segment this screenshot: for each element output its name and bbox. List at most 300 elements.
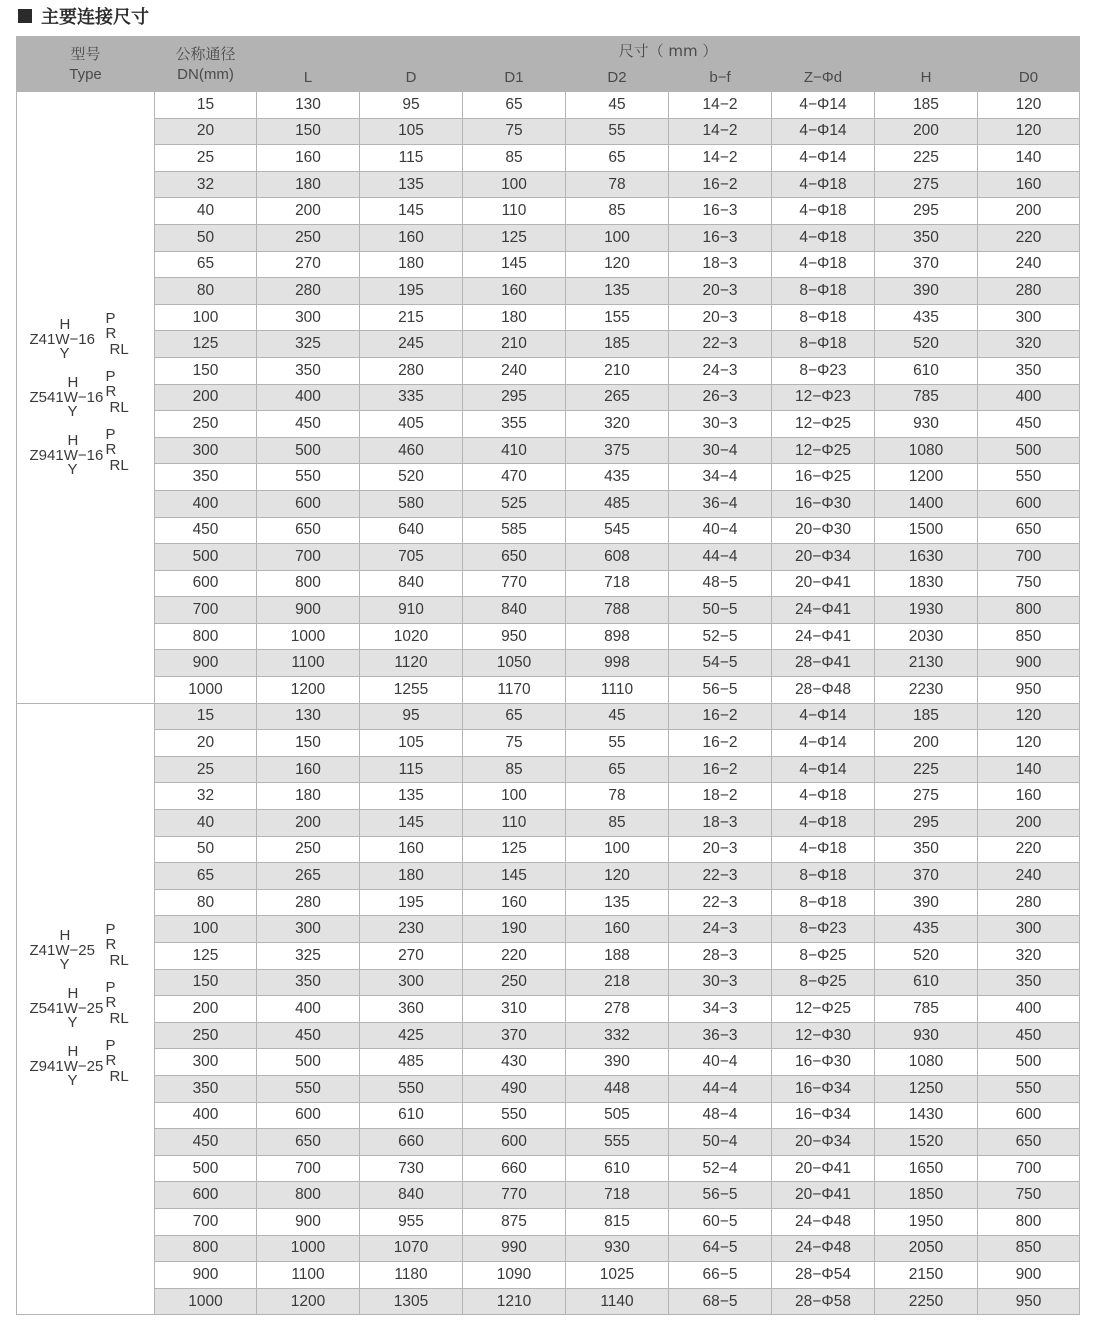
- table-cell: 150: [257, 118, 360, 145]
- table-cell: 840: [463, 597, 566, 624]
- table-cell: 4−Φ18: [772, 198, 875, 225]
- table-cell: 1000: [257, 1235, 360, 1262]
- table-cell: 200: [978, 198, 1080, 225]
- table-cell: 200: [875, 730, 978, 757]
- table-row: [17, 756, 1080, 783]
- table-cell: 200: [257, 810, 360, 837]
- table-cell: 450: [978, 1022, 1080, 1049]
- table-row: [17, 969, 1080, 996]
- table-cell: 120: [566, 863, 669, 890]
- table-cell: 44−4: [669, 1075, 772, 1102]
- table-cell: 700: [257, 1155, 360, 1182]
- model-option-rl: RL: [109, 398, 129, 416]
- table-cell: 400: [155, 1102, 257, 1129]
- table-cell: 1950: [875, 1208, 978, 1235]
- table-cell: 1110: [566, 677, 669, 704]
- table-cell: 12−Φ25: [772, 437, 875, 464]
- table-cell: 16−Φ34: [772, 1075, 875, 1102]
- table-cell: 608: [566, 544, 669, 571]
- table-cell: 900: [257, 597, 360, 624]
- table-cell: 14−2: [669, 92, 772, 119]
- table-cell: 1120: [360, 650, 463, 677]
- table-cell: 400: [155, 490, 257, 517]
- table-cell: 24−Φ48: [772, 1235, 875, 1262]
- table-row: [17, 118, 1080, 145]
- table-row: [17, 1129, 1080, 1156]
- table-cell: 8−Φ18: [772, 889, 875, 916]
- column-header-bf: b−f: [669, 64, 772, 92]
- table-row: [17, 1288, 1080, 1315]
- table-cell: 1080: [875, 437, 978, 464]
- table-cell: 275: [875, 783, 978, 810]
- table-cell: 28−Φ41: [772, 650, 875, 677]
- table-cell: 320: [978, 943, 1080, 970]
- model-option-rl: RL: [109, 456, 129, 474]
- table-cell: 500: [257, 1049, 360, 1076]
- table-cell: 52−5: [669, 623, 772, 650]
- table-cell: 370: [463, 1022, 566, 1049]
- table-cell: 75: [463, 730, 566, 757]
- table-cell: 54−5: [669, 650, 772, 677]
- table-cell: 325: [257, 943, 360, 970]
- table-cell: 550: [978, 1075, 1080, 1102]
- table-cell: 280: [978, 278, 1080, 305]
- table-cell: 56−5: [669, 677, 772, 704]
- table-cell: 930: [875, 411, 978, 438]
- table-cell: 1305: [360, 1288, 463, 1315]
- table-cell: 800: [155, 623, 257, 650]
- table-cell: 332: [566, 1022, 669, 1049]
- table-cell: 12−Φ25: [772, 996, 875, 1023]
- table-cell: 750: [978, 1182, 1080, 1209]
- table-cell: 160: [463, 278, 566, 305]
- table-cell: 16−2: [669, 171, 772, 198]
- table-cell: 700: [155, 597, 257, 624]
- table-cell: 950: [463, 623, 566, 650]
- table-row: [17, 544, 1080, 571]
- table-cell: 8−Φ18: [772, 278, 875, 305]
- column-header-l: L: [257, 64, 360, 92]
- table-body: [17, 92, 1080, 1315]
- type-cell-pn25: [17, 703, 155, 1315]
- table-cell: 840: [360, 570, 463, 597]
- table-cell: 180: [257, 171, 360, 198]
- table-cell: 610: [875, 357, 978, 384]
- model-prefix: Z541: [29, 388, 64, 406]
- table-row: [17, 810, 1080, 837]
- table-cell: 1000: [155, 1288, 257, 1315]
- table-cell: 1200: [257, 1288, 360, 1315]
- table-cell: 1650: [875, 1155, 978, 1182]
- table-cell: 600: [155, 1182, 257, 1209]
- table-cell: 140: [978, 756, 1080, 783]
- model-material-lower: Y: [67, 1072, 78, 1090]
- table-cell: 25: [155, 145, 257, 172]
- table-cell: 600: [257, 490, 360, 517]
- table-row: [17, 916, 1080, 943]
- table-row: [17, 1235, 1080, 1262]
- table-cell: 4−Φ14: [772, 118, 875, 145]
- table-cell: 550: [257, 464, 360, 491]
- table-cell: 900: [155, 1262, 257, 1289]
- table-cell: 45: [566, 92, 669, 119]
- dn-header-en: DN(mm): [177, 65, 234, 83]
- table-cell: 16−2: [669, 756, 772, 783]
- section-title-text: 主要连接尺寸: [41, 7, 149, 28]
- model-w: W: [55, 942, 70, 960]
- table-cell: 200: [155, 996, 257, 1023]
- table-cell: 24−Φ41: [772, 623, 875, 650]
- table-cell: 65: [463, 703, 566, 730]
- table-cell: 4−Φ18: [772, 224, 875, 251]
- table-cell: 505: [566, 1102, 669, 1129]
- table-cell: 200: [875, 118, 978, 145]
- table-cell: 78: [566, 783, 669, 810]
- table-cell: 20−Φ34: [772, 1129, 875, 1156]
- table-row: [17, 331, 1080, 358]
- table-cell: 145: [360, 810, 463, 837]
- table-cell: 950: [978, 1288, 1080, 1315]
- model-option-p: P: [105, 979, 116, 997]
- table-cell: 550: [360, 1075, 463, 1102]
- table-cell: 30−3: [669, 969, 772, 996]
- table-row: [17, 517, 1080, 544]
- table-cell: 120: [978, 118, 1080, 145]
- table-cell: 280: [978, 889, 1080, 916]
- model-option-rl: RL: [109, 340, 129, 358]
- table-cell: 30−3: [669, 411, 772, 438]
- table-cell: 200: [257, 198, 360, 225]
- model-material-lower: Y: [67, 402, 78, 420]
- table-cell: 1100: [257, 650, 360, 677]
- table-cell: 295: [463, 384, 566, 411]
- model-option-p: P: [105, 425, 116, 443]
- table-cell: 900: [978, 650, 1080, 677]
- table-cell: 800: [978, 1208, 1080, 1235]
- model-list: [30, 305, 142, 485]
- table-cell: 1050: [463, 650, 566, 677]
- table-cell: 15: [155, 703, 257, 730]
- table-cell: 300: [360, 969, 463, 996]
- table-cell: 500: [978, 1049, 1080, 1076]
- table-cell: 100: [463, 171, 566, 198]
- table-cell: 65: [155, 251, 257, 278]
- table-cell: 185: [875, 92, 978, 119]
- table-cell: 770: [463, 570, 566, 597]
- table-cell: 200: [155, 384, 257, 411]
- table-cell: 350: [257, 969, 360, 996]
- table-cell: 100: [566, 836, 669, 863]
- table-cell: 105: [360, 118, 463, 145]
- table-cell: 785: [875, 996, 978, 1023]
- table-row: [17, 251, 1080, 278]
- table-cell: 215: [360, 304, 463, 331]
- table-cell: 20−Φ30: [772, 517, 875, 544]
- table-cell: 700: [257, 544, 360, 571]
- table-cell: 375: [566, 437, 669, 464]
- table-cell: 220: [978, 836, 1080, 863]
- table-cell: 26−3: [669, 384, 772, 411]
- column-header-h: H: [875, 64, 978, 92]
- table-cell: 650: [978, 517, 1080, 544]
- table-cell: 34−3: [669, 996, 772, 1023]
- table-row: [17, 384, 1080, 411]
- table-cell: 218: [566, 969, 669, 996]
- table-cell: 350: [155, 1075, 257, 1102]
- table-cell: 24−Φ41: [772, 597, 875, 624]
- table-row: [17, 1075, 1080, 1102]
- table-cell: 125: [463, 224, 566, 251]
- table-row: [17, 863, 1080, 890]
- table-cell: 650: [257, 517, 360, 544]
- table-cell: 600: [257, 1102, 360, 1129]
- model-w: W: [63, 446, 78, 464]
- table-cell: 16−Φ30: [772, 490, 875, 517]
- table-cell: 1180: [360, 1262, 463, 1289]
- table-cell: 600: [463, 1129, 566, 1156]
- table-cell: 435: [875, 916, 978, 943]
- model-material-upper: H: [67, 373, 79, 391]
- table-cell: 55: [566, 118, 669, 145]
- table-cell: 160: [360, 836, 463, 863]
- table-cell: 310: [463, 996, 566, 1023]
- table-cell: 770: [463, 1182, 566, 1209]
- table-cell: 930: [875, 1022, 978, 1049]
- table-cell: 390: [875, 278, 978, 305]
- table-cell: 300: [155, 1049, 257, 1076]
- model-prefix: Z41: [29, 330, 56, 348]
- table-cell: 20−Φ41: [772, 1155, 875, 1182]
- table-cell: 550: [978, 464, 1080, 491]
- model-material-upper: H: [67, 431, 79, 449]
- table-cell: 1090: [463, 1262, 566, 1289]
- type-header-en: Type: [69, 65, 102, 83]
- table-cell: 150: [257, 730, 360, 757]
- table-cell: 220: [463, 943, 566, 970]
- table-cell: 28−3: [669, 943, 772, 970]
- table-cell: 448: [566, 1075, 669, 1102]
- table-cell: 20−Φ41: [772, 1182, 875, 1209]
- section-title: [18, 3, 149, 29]
- table-cell: 135: [566, 278, 669, 305]
- table-cell: 4−Φ14: [772, 756, 875, 783]
- table-row: [17, 677, 1080, 704]
- table-cell: 16−2: [669, 703, 772, 730]
- table-cell: 1930: [875, 597, 978, 624]
- column-header-d0: D0: [978, 64, 1080, 92]
- table-cell: 600: [978, 490, 1080, 517]
- table-cell: 4−Φ18: [772, 810, 875, 837]
- model-designation: [30, 922, 142, 980]
- model-list: [30, 916, 142, 1096]
- table-cell: 640: [360, 517, 463, 544]
- table-cell: 705: [360, 544, 463, 571]
- table-cell: 95: [360, 92, 463, 119]
- table-cell: 24−3: [669, 357, 772, 384]
- table-row: [17, 464, 1080, 491]
- table-cell: 188: [566, 943, 669, 970]
- table-row: [17, 1262, 1080, 1289]
- table-cell: 32: [155, 171, 257, 198]
- table-cell: 48−4: [669, 1102, 772, 1129]
- table-cell: 265: [257, 863, 360, 890]
- table-cell: 700: [978, 544, 1080, 571]
- table-cell: 44−4: [669, 544, 772, 571]
- table-cell: 75: [463, 118, 566, 145]
- table-cell: 450: [155, 1129, 257, 1156]
- model-prefix: Z41: [29, 942, 56, 960]
- table-cell: 270: [360, 943, 463, 970]
- table-cell: 550: [463, 1102, 566, 1129]
- table-cell: 24−3: [669, 916, 772, 943]
- table-cell: 430: [463, 1049, 566, 1076]
- table-cell: 180: [463, 304, 566, 331]
- table-cell: 56−5: [669, 1182, 772, 1209]
- table-cell: 210: [566, 357, 669, 384]
- table-cell: 190: [463, 916, 566, 943]
- table-cell: 85: [566, 198, 669, 225]
- table-cell: 20−3: [669, 278, 772, 305]
- table-cell: 18−2: [669, 783, 772, 810]
- table-cell: 4−Φ18: [772, 783, 875, 810]
- table-cell: 185: [875, 703, 978, 730]
- model-w: W: [63, 1058, 78, 1076]
- table-cell: 700: [155, 1208, 257, 1235]
- table-row: [17, 490, 1080, 517]
- table-row: [17, 278, 1080, 305]
- table-cell: 135: [360, 783, 463, 810]
- table-cell: 120: [566, 251, 669, 278]
- table-cell: 210: [463, 331, 566, 358]
- table-cell: 1080: [875, 1049, 978, 1076]
- table-cell: 100: [566, 224, 669, 251]
- table-cell: 78: [566, 171, 669, 198]
- model-option-p: P: [105, 921, 116, 939]
- table-row: [17, 171, 1080, 198]
- table-cell: 350: [155, 464, 257, 491]
- model-option-rl: RL: [109, 952, 129, 970]
- table-cell: 2050: [875, 1235, 978, 1262]
- table-cell: 470: [463, 464, 566, 491]
- table-cell: 85: [566, 810, 669, 837]
- table-cell: 200: [978, 810, 1080, 837]
- table-cell: 2250: [875, 1288, 978, 1315]
- square-bullet-icon: [18, 9, 32, 23]
- table-cell: 145: [360, 198, 463, 225]
- model-designation: [30, 369, 142, 427]
- table-cell: 50: [155, 836, 257, 863]
- table-cell: 320: [978, 331, 1080, 358]
- table-cell: 718: [566, 570, 669, 597]
- table-row: [17, 889, 1080, 916]
- table-cell: 2130: [875, 650, 978, 677]
- table-cell: 450: [257, 1022, 360, 1049]
- table-cell: 140: [978, 145, 1080, 172]
- table-cell: 350: [257, 357, 360, 384]
- model-base: [30, 1000, 104, 1017]
- model-option-r: R: [105, 324, 117, 342]
- table-cell: 278: [566, 996, 669, 1023]
- table-cell: 24−Φ48: [772, 1208, 875, 1235]
- table-cell: 55: [566, 730, 669, 757]
- table-cell: 22−3: [669, 331, 772, 358]
- table-cell: 280: [257, 278, 360, 305]
- model-material-lower: Y: [67, 460, 78, 478]
- table-cell: 130: [257, 703, 360, 730]
- size-group-header: [257, 37, 1080, 64]
- table-cell: 4−Φ18: [772, 251, 875, 278]
- model-option-rl: RL: [109, 1010, 129, 1028]
- table-cell: 18−3: [669, 810, 772, 837]
- table-cell: 50−4: [669, 1129, 772, 1156]
- table-cell: 405: [360, 411, 463, 438]
- table-cell: 390: [566, 1049, 669, 1076]
- table-cell: 800: [155, 1235, 257, 1262]
- model-designation: [30, 980, 142, 1038]
- table-cell: 850: [978, 623, 1080, 650]
- table-cell: 245: [360, 331, 463, 358]
- table-cell: 250: [257, 224, 360, 251]
- table-cell: 16−Φ25: [772, 464, 875, 491]
- table-row: [17, 783, 1080, 810]
- table-cell: 1250: [875, 1075, 978, 1102]
- table-cell: 155: [566, 304, 669, 331]
- model-prefix: Z541: [29, 1000, 64, 1018]
- table-cell: 950: [978, 677, 1080, 704]
- model-option-p: P: [105, 367, 116, 385]
- table-cell: 8−Φ23: [772, 916, 875, 943]
- table-cell: 180: [257, 783, 360, 810]
- model-designation: [30, 1038, 142, 1096]
- table-cell: 425: [360, 1022, 463, 1049]
- table-cell: 4−Φ18: [772, 836, 875, 863]
- table-cell: 195: [360, 278, 463, 305]
- table-cell: 390: [875, 889, 978, 916]
- table-cell: 998: [566, 650, 669, 677]
- table-cell: 450: [155, 517, 257, 544]
- table-cell: 14−2: [669, 118, 772, 145]
- model-base: [30, 389, 104, 406]
- table-cell: 325: [257, 331, 360, 358]
- table-cell: 40−4: [669, 1049, 772, 1076]
- table-cell: 1000: [257, 623, 360, 650]
- table-header: [17, 37, 1080, 92]
- table-cell: 40−4: [669, 517, 772, 544]
- table-cell: 65: [566, 145, 669, 172]
- table-cell: 900: [978, 1262, 1080, 1289]
- table-cell: 16−3: [669, 198, 772, 225]
- table-cell: 28−Φ54: [772, 1262, 875, 1289]
- model-w: W: [63, 1000, 78, 1018]
- table-cell: 25: [155, 756, 257, 783]
- table-cell: 135: [360, 171, 463, 198]
- table-cell: 300: [257, 916, 360, 943]
- table-cell: 28−Φ58: [772, 1288, 875, 1315]
- table-cell: 160: [257, 756, 360, 783]
- table-cell: 20−3: [669, 836, 772, 863]
- table-cell: 335: [360, 384, 463, 411]
- table-cell: 1100: [257, 1262, 360, 1289]
- table-cell: 610: [566, 1155, 669, 1182]
- table-cell: 800: [257, 570, 360, 597]
- table-cell: 280: [360, 357, 463, 384]
- table-cell: 400: [978, 384, 1080, 411]
- table-row: [17, 92, 1080, 119]
- table-cell: 28−Φ48: [772, 677, 875, 704]
- table-cell: 120: [978, 92, 1080, 119]
- table-cell: 160: [360, 224, 463, 251]
- table-cell: 1025: [566, 1262, 669, 1289]
